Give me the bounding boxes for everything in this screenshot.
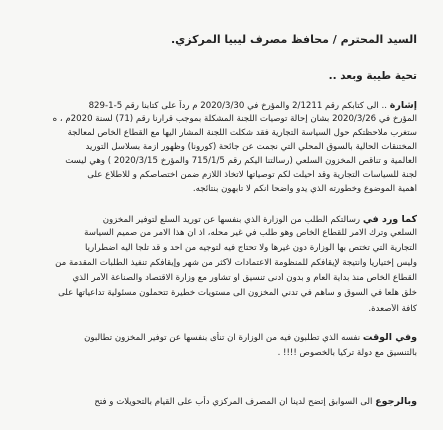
paragraph-2-line-2: السلعي وترك الامر للقطاع الخاص وهو طلب في غير محله، اذ أن هذا الامر من صميم السياسة [84,228,417,238]
paragraph-3-line-1: وفي الوقت نفسه الذي تطلبون فيه من الوزارة ان تنأى بنفسها عن توفير المخزون تطالبون [84,332,417,343]
paragraph-3-line-2: بالتنسيق مع دولة تركيا بالخصوص !!!! . [277,348,417,358]
paragraph-1-line-4: المختنقات الحالية بالسوق المحلي التي نجمت عن جائحة (كورونا) وظهور ازمة بسلاسل التوريد [85,142,417,152]
addressee-line: السيد المحترم / محافظ مصرف ليبيا المركزي. [170,33,417,46]
paragraph-2-line-7: كافة الأصعدة. [368,304,417,314]
paragraph-1-line-5: العالمية و تناقص المخزون السلعي (رسالتنا اليكم رقم 715/1/5 والمؤرخ 2020/3/15 ) وهي ليست [65,156,417,166]
paragraph-2-line-4: وليس إختيارياً وانتيجة لإيقافكم للمنظومة الاعتمادات لأكثر من شهر وإيقافكم تنفيذ الطلبات المقدمة من [55,258,417,268]
paragraph-2-line-1: كما ورد في رسالتكم الطلب من الوزارة الذي بنفسها عن توريد السلع لتوفير المخزون [102,214,417,225]
paragraph-4-line-1: وبالرجوع الى السوابق إتضح لدينا ان المصرف المركزي دأب على القيام بالتحويلات و فتح [94,396,417,407]
greeting-line: تحية طيبة وبعد .. [328,70,417,82]
paragraph-1-line-3: ستغرب ملاحظتكم حول السياسة التجارية فقد شكلت اللجنة المشار اليها مع القطاع الخاص لمعالجة [67,128,417,138]
paragraph-1-line-7: أهمية الموضوع وخطورته الذي يدو واضحاً انكم لا تأبهون بنتائجه. [192,184,417,194]
paragraph-2-line-5: القطاع الخاص منذ بداية العام و بدون أدنى تنسيق او تشاور مع وزارة الاقتصاد والصناعة الأمر الذي [72,273,417,283]
paragraph-1-line-1: إشارة .. الى كتابكم رقم 2/1211 والمؤرخ في 2020/3/30 م رداً على كتابنا رقم 5-1-829 [88,100,417,111]
paragraph-2-line-3: التجارية التي تختص بها الوزارة دون غيرها ولا تحتاج فيه لتوجيه من احد و قد تلجأ اليه اضطرارياً [84,243,417,253]
paragraph-1-line-6: لجنة للسياسات التجارية وقد أحيلت لكم توصياتها لاتخاذ اللازم ضمن اختصاصكم و للاطلاع على [87,170,417,180]
paragraph-2-line-6: خلق هلعاً في السوق و ساهم في تدني المخزون الى مستويات خطيرة تتحملون مسئولية تداعياتها على [58,288,417,298]
paragraph-1-line-2: المؤرخ في 2020/3/26 بشأن إحالة توصيات اللجنة المشكلة بموجب قرارنا رقم (71) لسنة 2020م ، ه [52,114,417,124]
